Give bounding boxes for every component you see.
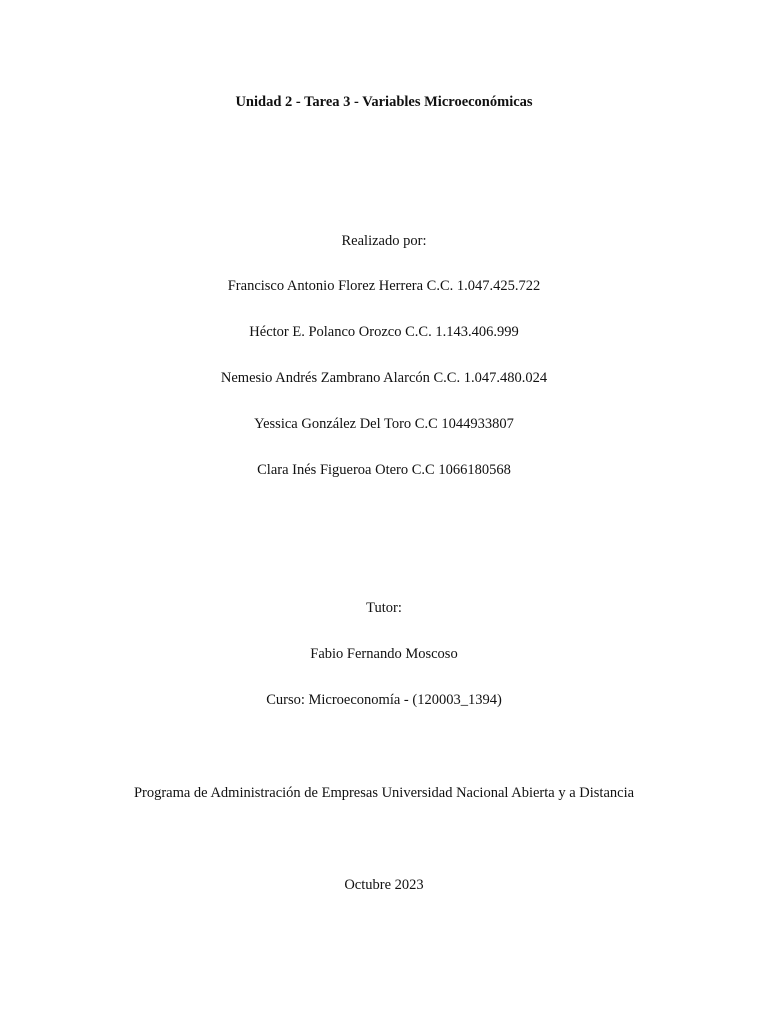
course-line: Curso: Microeconomía - (120003_1394): [266, 692, 502, 708]
tutor-label: Tutor:: [366, 600, 402, 616]
program-line: Programa de Administración de Empresas Universidad Nacional Abierta y a Distancia: [133, 785, 635, 801]
date-line: Octubre 2023: [344, 877, 424, 893]
authors-label: Realizado por:: [341, 233, 427, 249]
author-line: Francisco Antonio Florez Herrera C.C. 1.047.425.722: [227, 278, 541, 294]
author-line: Yessica González Del Toro C.C 1044933807: [254, 416, 514, 432]
author-line: Clara Inés Figueroa Otero C.C 1066180568: [257, 462, 511, 478]
tutor-name: Fabio Fernando Moscoso: [310, 646, 458, 662]
author-line: Nemesio Andrés Zambrano Alarcón C.C. 1.047.480.024: [220, 370, 548, 386]
author-line: Héctor E. Polanco Orozco C.C. 1.143.406.999: [249, 324, 519, 340]
document-title: Unidad 2 - Tarea 3 - Variables Microeconómicas: [235, 94, 533, 110]
